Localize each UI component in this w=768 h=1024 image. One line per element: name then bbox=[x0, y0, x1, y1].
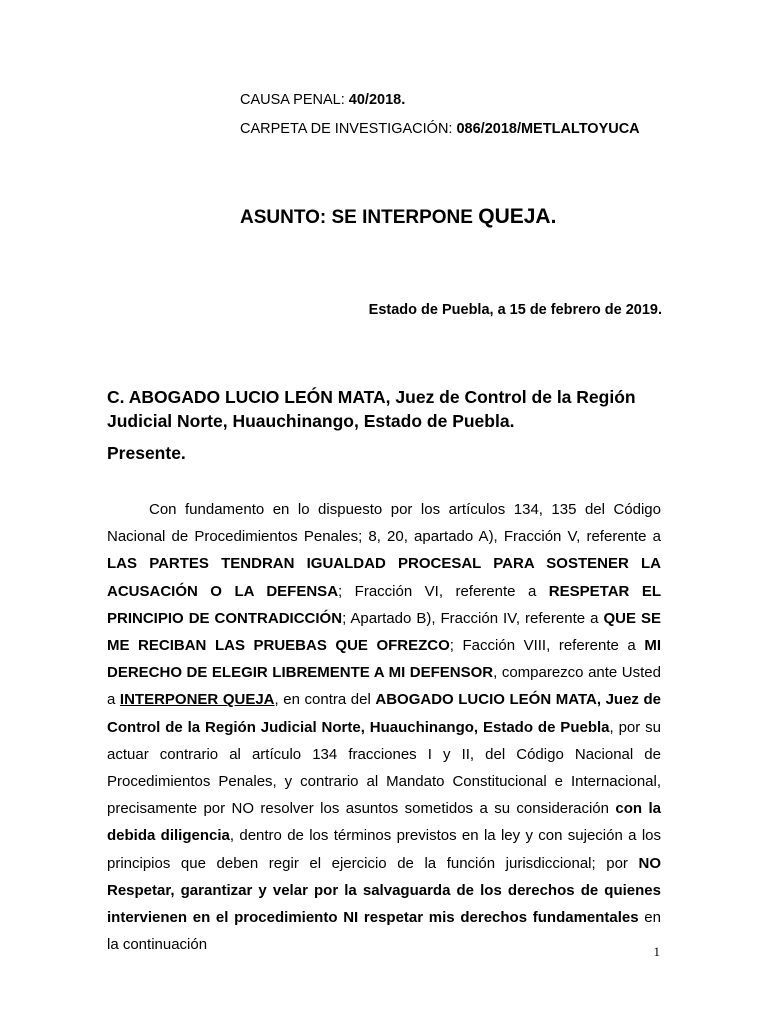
asunto-value: QUEJA. bbox=[478, 205, 557, 228]
destinatario-line-2: Judicial Norte, Huauchinango, Estado de Puebla. bbox=[107, 411, 515, 431]
body-bold: ABOGADO LUCIO LEÓN MATA, Juez de Control de la Región Judicial Norte, Huauchinango, Estado de Puebla bbox=[107, 691, 661, 736]
presente: Presente. bbox=[107, 443, 186, 463]
body-text: , comparezco ante Usted a bbox=[107, 664, 661, 709]
causa-label: CAUSA PENAL: bbox=[240, 92, 349, 108]
body-bold: NO Respetar, garantizar y velar por la salvaguarda de los derechos de quienes intervienen en el procedimiento NI respetar mis derechos fundamentales bbox=[107, 854, 661, 927]
body-bold: MI DERECHO DE ELEGIR LIBREMENTE A MI DEFENSOR bbox=[107, 637, 661, 682]
asunto-heading bbox=[240, 205, 556, 229]
destinatario-line-1: C. ABOGADO LUCIO LEÓN MATA, Juez de Control de la Región bbox=[107, 387, 636, 407]
causa-value: 40/2018. bbox=[348, 92, 406, 108]
body-bold: con la debida diligencia bbox=[107, 800, 661, 845]
causa-penal bbox=[240, 92, 405, 108]
body-bold-underline: INTERPONER QUEJA bbox=[119, 691, 275, 709]
carpeta-investigacion bbox=[240, 121, 640, 137]
body-text: ; Apartado B), Fracción IV, referente a bbox=[342, 609, 604, 627]
body-text: en la continuación bbox=[107, 909, 661, 954]
page-number: 1 bbox=[653, 944, 660, 959]
carpeta-label: CARPETA DE INVESTIGACIÓN: bbox=[240, 121, 457, 137]
body-text: , dentro de los términos previstos en la ley y con sujeción a los principios que deben regir el ejercicio de la función jurisdiccional; por bbox=[107, 827, 661, 872]
body-text: ; Facción VIII, referente a bbox=[449, 637, 645, 655]
asunto-label: ASUNTO: SE INTERPONE bbox=[240, 207, 479, 228]
carpeta-value: 086/2018/METLALTOYUCA bbox=[456, 121, 640, 137]
body-bold: QUE SE ME RECIBAN LAS PRUEBAS QUE OFREZCO bbox=[107, 609, 662, 655]
fecha-lugar: Estado de Puebla, a 15 de febrero de 2019. bbox=[368, 302, 662, 318]
body-bold: RESPETAR EL PRINCIPIO DE CONTRADICCIÓN bbox=[107, 582, 662, 627]
body-text: , en contra del bbox=[274, 691, 376, 709]
body-paragraph bbox=[107, 496, 661, 958]
body-text: ; Fracción VI, referente a bbox=[338, 582, 549, 600]
body-bold: LAS PARTES TENDRAN IGUALDAD PROCESAL PARA SOSTENER LA ACUSACIÓN O LA DEFENSA bbox=[107, 555, 661, 600]
body-text: Con fundamento en lo dispuesto por los artículos 134, 135 del Código Nacional de Procedimientos Penales; 8, 20, apartado A), Fracción V, referente a bbox=[107, 501, 661, 546]
body-text: , por su actuar contrario al artículo 134 fracciones I y II, del Código Nacional de Procedimientos Penales, y contrario al Mandato Constitucional e Internacional, precisamente por NO resolver los asuntos sometidos a su consideración bbox=[107, 718, 661, 818]
